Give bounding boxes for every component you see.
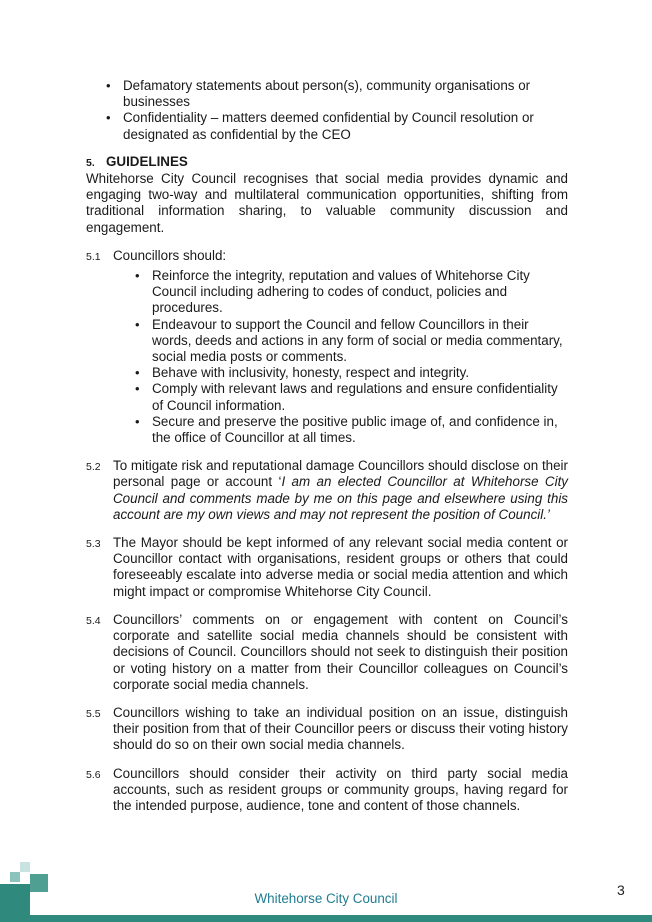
section-intro: Whitehorse City Council recognises that social media provides dynamic and engaging two-way and multilateral communication opportunities, shifting from traditional information sharing, to valuable community discussion and engagement. — [86, 171, 568, 235]
disclosure-statement: I am an elected Councillor at Whitehorse City Council and comments made by me on this page and elsewhere using this account are my own views and may not represent the position of Council.’ — [113, 474, 568, 522]
footer-decor-square — [20, 862, 30, 872]
section-number: 5. — [86, 156, 95, 169]
clause-5-3 — [86, 535, 568, 600]
clause-5-6 — [86, 766, 568, 815]
list-item: • Defamatory statements about person(s), community organisations or businesses — [123, 78, 568, 110]
clause-5-1 — [86, 248, 568, 446]
clause-number: 5.3 — [86, 538, 101, 551]
clause-number: 5.1 — [86, 250, 101, 263]
list-item: • Comply with relevant laws and regulations and ensure confidentiality of Council information. — [152, 381, 568, 413]
prohibited-content-list — [86, 78, 568, 143]
clause-text — [113, 458, 568, 523]
clause-number: 5.6 — [86, 768, 101, 781]
section-heading — [86, 154, 568, 171]
page-number: 3 — [617, 882, 625, 898]
clause-text: Councillors should: — [113, 247, 227, 263]
clause-text: The Mayor should be kept informed of any relevant social media content or Councillor contact with organisations, resident groups or others that could foreseeably escalate into adverse media or social media attention and which might impact or compromise Whitehorse City Council. — [113, 535, 568, 599]
list-item: • Reinforce the integrity, reputation and values of Whitehorse City Council including adhering to codes of conduct, policies and procedures. — [152, 268, 568, 317]
clause-text: Councillors wishing to take an individual position on an issue, distinguish their position from that of their Councillor peers or discuss their voting history should do so on their own social media channels. — [113, 704, 568, 753]
clause-5-5 — [86, 705, 568, 754]
list-item: • Endeavour to support the Council and fellow Councillors in their words, deeds and actions in any form of social or media commentary, social media posts or comments. — [152, 317, 568, 366]
clause-5-4 — [86, 612, 568, 693]
clause-number: 5.2 — [86, 461, 101, 474]
councillor-duties-list — [113, 268, 568, 446]
footer-organisation: Whitehorse City Council — [254, 891, 398, 906]
footer-bar — [0, 915, 652, 922]
list-item: • Secure and preserve the positive public image of, and confidence in, the office of Councillor at all times. — [152, 414, 568, 446]
clause-text: Councillors should consider their activity on third party social media accounts, such as resident groups or community groups, having regard for the intended purpose, audience, tone and content of those channels. — [113, 765, 568, 813]
footer-decor-square — [10, 872, 20, 882]
clause-number: 5.5 — [86, 707, 101, 720]
clause-number: 5.4 — [86, 614, 101, 627]
document-body — [86, 78, 568, 814]
section-title: GUIDELINES — [106, 153, 188, 169]
list-item: • Confidentiality – matters deemed confidential by Council resolution or designated as confidential by the CEO — [123, 110, 568, 142]
clause-plain-text: To mitigate risk and reputational damage Councillors should disclose on their personal page or account ‘ — [113, 458, 568, 490]
clause-5-2 — [86, 458, 568, 523]
footer-decor-square — [30, 874, 48, 892]
list-item: • Behave with inclusivity, honesty, respect and integrity. — [152, 365, 568, 381]
clause-text: Councillors’ comments on or engagement with content on Council’s corporate and satellite social media channels should be consistent with decisions of Council. Councillors should not seek to distinguish their position or voting history on a matter from their Councillor colleagues on Council’s corporate social media channels. — [113, 611, 568, 692]
